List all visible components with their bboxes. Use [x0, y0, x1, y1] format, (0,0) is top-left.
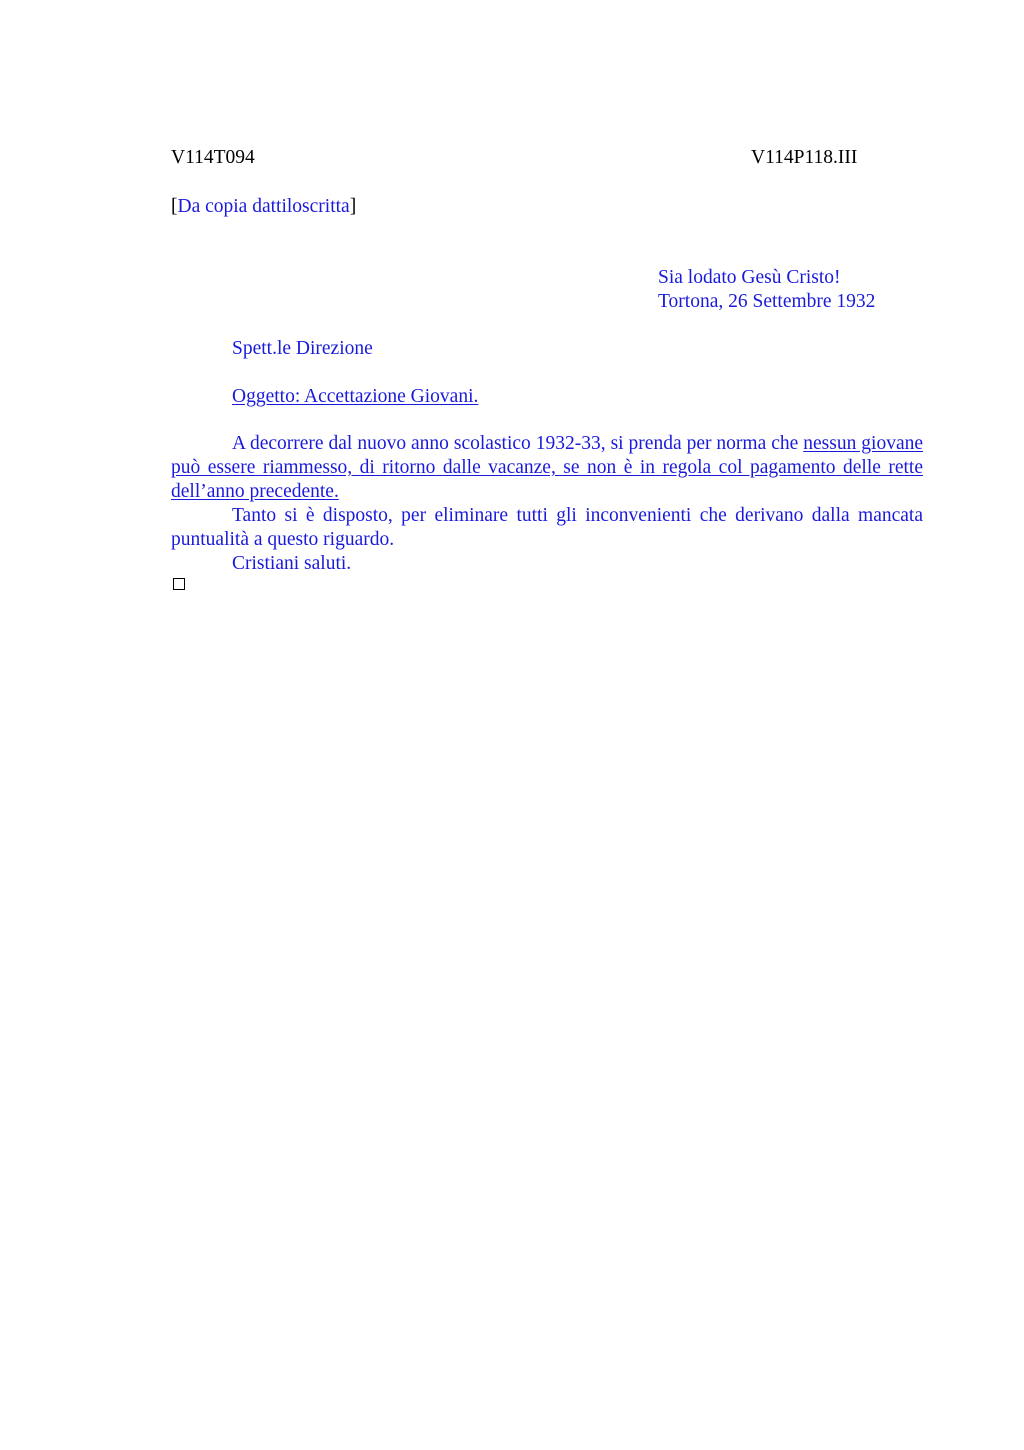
letter-greeting: Sia lodato Gesù Cristo! — [658, 267, 841, 288]
letter-paragraph-2: Tanto si è disposto, per eliminare tutti gli inconvenienti che derivano dalla mancata puntualità a questo riguardo. — [171, 505, 923, 550]
source-note-open-bracket: [ — [171, 196, 178, 217]
document-code-left: V114T094 — [171, 147, 255, 168]
paragraph-1-intro: A decorrere dal nuovo anno scolastico 1932-33, si prenda per norma che — [232, 433, 804, 454]
source-note-text: Da copia dattiloscritta — [177, 196, 350, 217]
source-note — [171, 195, 356, 219]
end-marker-square-icon — [173, 578, 185, 590]
source-note-close-bracket: ] — [349, 196, 357, 217]
letter-place-date: Tortona, 26 Settembre 1932 — [658, 291, 876, 312]
letter-body — [171, 432, 923, 576]
letter-closing: Cristiani saluti. — [232, 553, 352, 574]
document-code-right: V114P118.III — [751, 147, 858, 168]
letter-subject: Oggetto: Accettazione Giovani. — [232, 386, 479, 407]
paragraph-1-underlined: nessun giovane può essere riammesso, di ritorno dalle vacanze, se non è in regola col pagamento delle rette dell’anno precedente. — [171, 433, 924, 502]
letter-paragraph-1 — [171, 432, 923, 504]
letter-recipient: Spett.le Direzione — [232, 338, 373, 359]
